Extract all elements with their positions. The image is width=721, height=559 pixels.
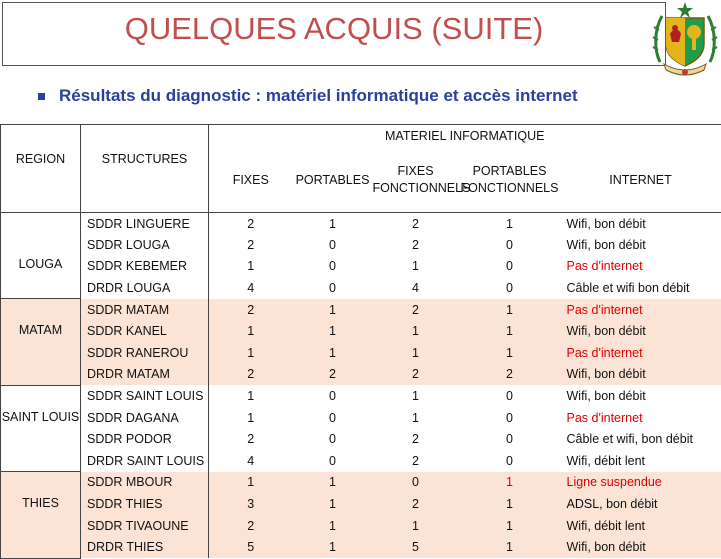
internet-cell: Pas d'internet [566,302,643,317]
fixes-cell: 2 [247,216,255,231]
structure-cell: SDDR RANEROU [81,342,209,364]
fixes-cell: 1 [247,345,255,360]
page-title: QUELQUES ACQUIS (SUITE) [124,11,544,46]
fixes-fonctionnels-cell: 5 [412,540,419,555]
portables-cell: 2 [329,367,336,382]
table-row [1,342,721,364]
portables-cell: 0 [329,259,336,274]
header-region: REGION [1,125,81,213]
internet-cell: Wifi, débit lent [566,453,646,468]
internet-cell: Wifi, débit lent [566,518,646,533]
portables-cell: 0 [329,453,336,468]
fixes-fonctionnels-cell: 2 [412,237,419,252]
fixes-fonctionnels-cell: 2 [412,367,419,382]
table-row [1,213,721,235]
fixes-cell: 2 [247,302,255,317]
diagnostic-table [0,124,721,559]
portables-cell: 1 [329,497,336,512]
portables-fonctionnels-cell: 1 [506,216,513,231]
structure-cell: SDDR MBOUR [81,472,209,494]
portables-fonctionnels-cell: 0 [506,281,513,296]
structure-cell: SDDR SAINT LOUIS [81,385,209,407]
internet-cell: Câble et wifi, bon débit [566,432,693,447]
table-row [1,256,721,278]
coat-of-arms-icon [650,0,720,78]
portables-fonctionnels-cell: 0 [506,453,513,468]
table-body [1,213,721,559]
structure-cell: SDDR TIVAOUNE [81,515,209,537]
fixes-cell: 2 [247,237,255,252]
fixes-fonctionnels-cell: 2 [412,497,419,512]
internet-cell: Pas d'internet [566,410,643,425]
fixes-cell: 2 [247,518,255,533]
portables-fonctionnels-cell: 0 [506,389,513,404]
table-row [1,450,721,472]
table-row [1,299,721,321]
portables-cell: 1 [329,475,336,490]
fixes-fonctionnels-cell: 1 [412,324,419,339]
fixes-cell: 1 [247,259,255,274]
internet-cell: Wifi, bon débit [566,367,646,382]
structure-cell: SDDR KEBEMER [81,256,209,278]
subtitle-text: Résultats du diagnostic : matériel informatique et accès internet [59,86,578,105]
structure-cell: SDDR MATAM [81,299,209,321]
fixes-cell: 5 [247,540,255,555]
diagnostic-table-wrap [0,124,720,555]
fixes-cell: 1 [247,410,255,425]
region-cell: SAINT LOUIS [1,385,81,471]
table-row [1,364,721,386]
fixes-fonctionnels-cell: 0 [412,475,419,490]
portables-fonctionnels-cell: 1 [506,497,513,512]
portables-cell: 1 [329,540,336,555]
portables-cell: 0 [329,237,336,252]
fixes-fonctionnels-cell: 4 [412,281,419,296]
region-cell: THIES [1,472,81,558]
fixes-fonctionnels-cell: 1 [412,389,419,404]
header-portables: PORTABLES [293,149,373,213]
header-fixes: FIXES [209,149,293,213]
structure-cell: DRDR MATAM [81,364,209,386]
fixes-fonctionnels-cell: 1 [412,345,419,360]
table-row [1,428,721,450]
portables-fonctionnels-cell: 1 [506,302,513,317]
structure-cell: SDDR LOUGA [81,234,209,256]
table-row [1,277,721,299]
fixes-fonctionnels-cell: 2 [412,216,419,231]
portables-cell: 0 [329,410,336,425]
portables-cell: 1 [329,216,336,231]
internet-cell: Wifi, bon débit [566,389,646,404]
table-row [1,320,721,342]
fixes-fonctionnels-cell: 2 [412,432,419,447]
header-fixes-fonct-line2: FONCTIONNELS [372,181,471,196]
structure-cell: SDDR LINGUERE [81,213,209,235]
internet-cell: ADSL, bon débit [566,497,658,512]
portables-fonctionnels-cell: 2 [506,367,513,382]
internet-cell: Wifi, bon débit [566,324,646,339]
internet-cell: Wifi, bon débit [566,216,646,231]
internet-cell: Pas d'internet [566,345,643,360]
table-row [1,493,721,515]
table-row [1,472,721,494]
structure-cell: SDDR PODOR [81,428,209,450]
portables-fonctionnels-cell: 0 [506,259,513,274]
fixes-fonctionnels-cell: 1 [412,518,419,533]
portables-cell: 1 [329,345,336,360]
fixes-fonctionnels-cell: 1 [412,410,419,425]
section-subtitle [38,86,578,106]
internet-cell: Wifi, bon débit [566,237,646,252]
bullet-icon [38,93,45,100]
portables-fonctionnels-cell: 0 [506,237,513,252]
internet-cell: Câble et wifi bon débit [566,281,690,296]
structure-cell: DRDR SAINT LOUIS [81,450,209,472]
portables-fonctionnels-cell: 0 [506,432,513,447]
fixes-cell: 4 [247,281,255,296]
header-portables-fonct-line1: PORTABLES [472,164,547,179]
header-internet: INTERNET [561,149,721,213]
portables-fonctionnels-cell: 0 [506,410,513,425]
portables-fonctionnels-cell: 1 [506,324,513,339]
portables-fonctionnels-cell: 1 [506,518,513,533]
portables-cell: 0 [329,432,336,447]
region-cell: MATAM [1,299,81,385]
table-row [1,515,721,537]
structure-cell: SDDR DAGANA [81,407,209,429]
table-row [1,536,721,558]
fixes-fonctionnels-cell: 2 [412,453,419,468]
fixes-cell: 1 [247,324,255,339]
internet-cell: Ligne suspendue [566,475,662,490]
fixes-cell: 2 [247,432,255,447]
portables-cell: 1 [329,324,336,339]
header-materiel: MATERIEL INFORMATIQUE [209,125,721,149]
structure-cell: DRDR THIES [81,536,209,558]
table-row [1,234,721,256]
header-portables-fonct-line2: FONCTIONNELS [460,181,559,196]
portables-fonctionnels-cell: 1 [506,345,513,360]
internet-cell: Wifi, bon débit [566,540,646,555]
region-cell: LOUGA [1,213,81,299]
fixes-fonctionnels-cell: 2 [412,302,419,317]
portables-cell: 0 [329,281,336,296]
fixes-fonctionnels-cell: 1 [412,259,419,274]
fixes-cell: 3 [247,497,255,512]
table-row [1,385,721,407]
header-fixes-fonctionnels [372,149,471,213]
fixes-cell: 1 [247,389,255,404]
fixes-cell: 2 [247,367,255,382]
portables-cell: 1 [329,302,336,317]
header-fixes-fonct-line1: FIXES [397,164,434,179]
fixes-cell: 1 [247,475,255,490]
fixes-cell: 4 [247,453,255,468]
table-row [1,407,721,429]
title-box [2,2,666,66]
portables-fonctionnels-cell: 1 [506,475,513,490]
internet-cell: Pas d'internet [566,259,643,274]
structure-cell: DRDR LOUGA [81,277,209,299]
header-structures: STRUCTURES [81,125,209,213]
structure-cell: SDDR THIES [81,493,209,515]
portables-cell: 0 [329,389,336,404]
portables-fonctionnels-cell: 1 [506,540,513,555]
portables-cell: 1 [329,518,336,533]
header-portables-fonctionnels [459,149,561,213]
structure-cell: SDDR KANEL [81,320,209,342]
